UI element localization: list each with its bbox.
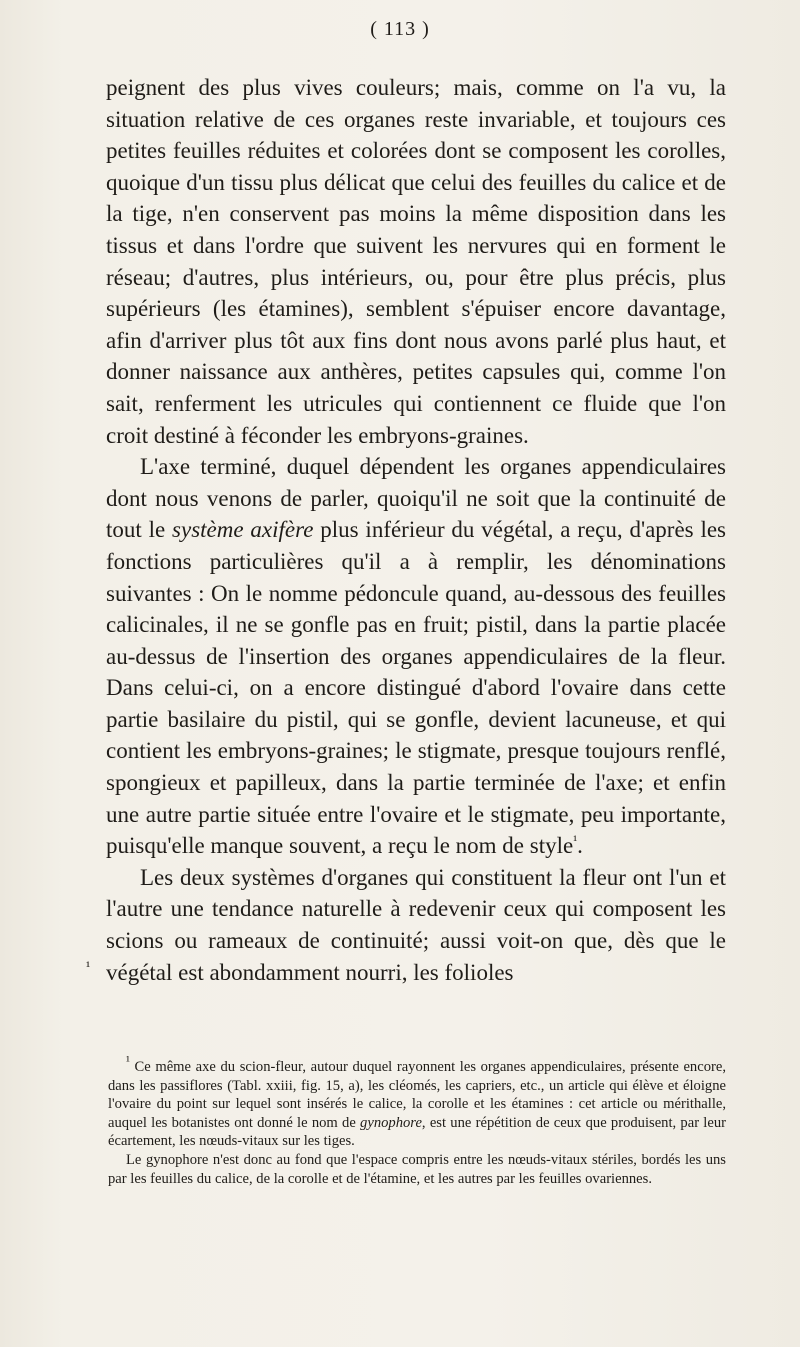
paragraph-2-emphasis: système axifère (172, 517, 314, 543)
paragraph-3: Les deux systèmes d'organes qui constituent la fleur ont l'un et l'autre une tendance naturelle à redevenir ceux qui composent les scions ou rameaux de continuité; aussi voit-on que, dès que le végétal est abondamment nourri, les folioles (106, 864, 726, 985)
margin-mark: ¹ (86, 960, 91, 975)
footnotes (108, 1053, 726, 1188)
paragraph-1: peignent des plus vives couleurs; mais, comme on l'a vu, la situation relative de ces organes reste invariable, et toujours ces petites feuilles réduites et colorées dont se composent les corolles, quoique d'un tissu plus délicat que celui des feuilles du calice et de la tige, n'en conservent pas moins la même disposition dans les tissus et dans l'ordre que suivent les nervures qui en forment le réseau; d'autres, plus intérieurs, ou, pour être plus précis, plus supérieurs (les étamines), semblent s'épuiser encore davantage, afin d'arriver plus tôt aux fins dont nous avons parlé plus haut, et donner naissance aux anthères, petites capsules qui, comme l'on sait, renferment les utricules qui contiennent ce fluide que l'on croit destiné à féconder les embryons-graines. (106, 75, 726, 448)
footnote-2: Le gynophore n'est donc au fond que l'espace compris entre les nœuds-vitaux stériles, bordés les uns par les feuilles du calice, de la corolle et de l'étamine, et les autres par les feuilles ovariennes. (108, 1151, 726, 1187)
footnote-1-emphasis: gynophore (360, 1114, 422, 1131)
paragraph-2-tail: . (577, 833, 583, 859)
footnote-1-mark: ¹ (126, 1053, 130, 1069)
footnote-1-after: , est une répétition de ceux que produisent, par leur écartement, les nœuds-vitaux sur les tiges. (108, 1114, 726, 1150)
main-text (106, 72, 726, 988)
paragraph-2 (106, 451, 726, 862)
paragraph-2-after: plus inférieur du végétal, a reçu, d'après les fonctions particulières qu'il a à remplir, les dénominations suivantes : On le nomme pédoncule quand, au-dessous des feuilles calicinales, il ne se gonfle pas en fruit; pistil, dans la partie placée au-dessus de l'insertion des organes appendiculaires de la fleur. Dans celui-ci, on a encore distingué d'abord l'ovaire dans cette partie basilaire du pistil, qui se gonfle, devient lacuneuse, et qui contient les embryons-graines; le stigmate, presque toujours renflé, spongieux et papilleux, dans la partie terminée de l'axe; et enfin une autre partie située entre l'ovaire et le stigmate, peu importante, puisqu'elle manque souvent, a reçu le nom de style (106, 517, 726, 859)
footnote-reference: ¹ (573, 832, 578, 848)
paragraph-2-before: L'axe terminé, duquel dépendent les organes appendiculaires dont nous venons de parler, quoiqu'il ne soit que la continuité de tout le (106, 454, 726, 543)
footnote-1 (108, 1053, 726, 1151)
footnote-1-text: Ce même axe du scion-fleur, autour duquel rayonnent les organes appendiculaires, présente encore, dans les passiflores (Tabl. xxiii, fig. 15, a), les cléomés, les capriers, etc., un article qui élève et éloigne l'ovaire du point sur lequel sont insérés le calice, la corolle et les étamines : cet article ou mérithalle, auquel les botanistes ont donné le nom de (108, 1059, 726, 1131)
page-number: ( 113 ) (370, 18, 430, 40)
